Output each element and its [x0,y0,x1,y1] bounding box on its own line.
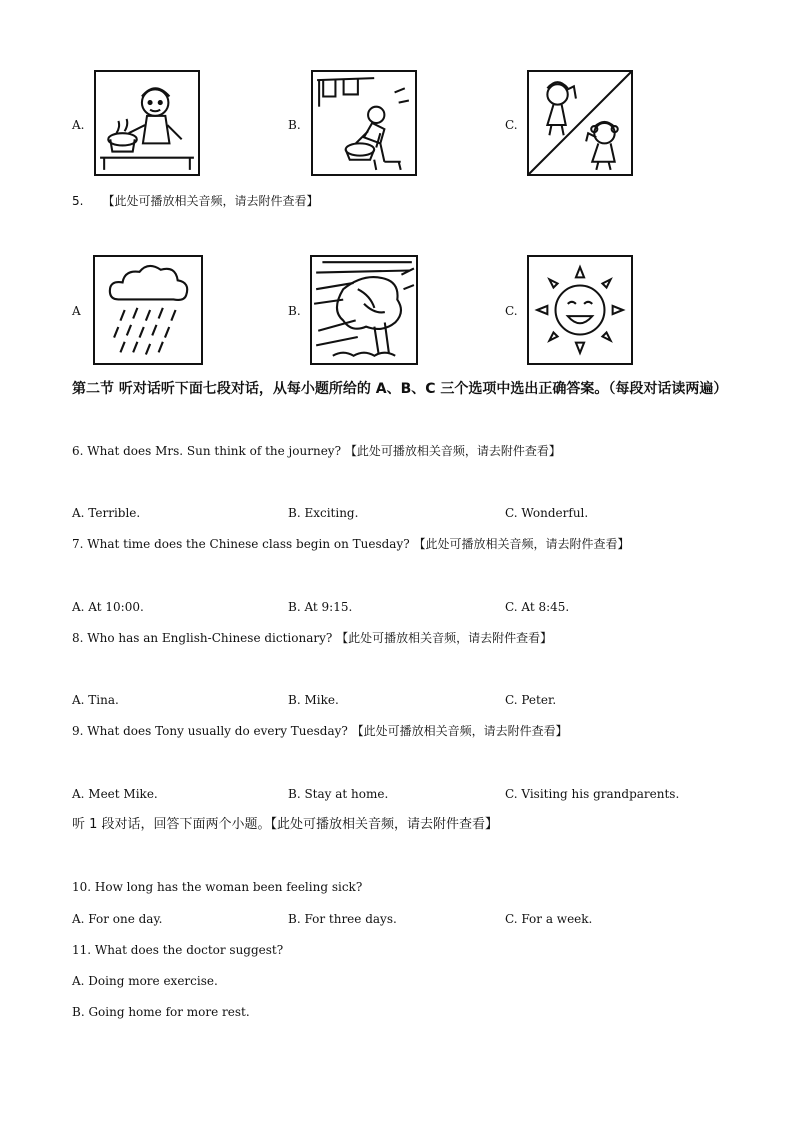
q11-text: 11. What does the doctor suggest? [72,943,284,957]
rain-cloud-picture [93,255,203,365]
q8-option-a[interactable]: A. Tina. [72,693,119,707]
q7-option-b[interactable]: B. At 9:15. [288,600,353,614]
girl-cooking-picture [94,70,200,176]
q5-line [72,193,319,209]
q10-option-c[interactable]: C. For a week. [505,912,593,926]
q10-text: 10. How long has the woman been feeling sick? [72,880,363,894]
q5-number: 5. [72,194,84,208]
q6-option-c[interactable]: C. Wonderful. [505,506,589,520]
q4-option-a-label: A. [72,118,85,132]
q9-text: 9. What does Tony usually do every Tuesday? 【此处可播放相关音频，请去附件查看】 [72,724,568,738]
windy-tree-picture [310,255,418,365]
q6-option-a[interactable]: A. Terrible. [72,506,141,520]
q6-text: 6. What does Mrs. Sun think of the journey? 【此处可播放相关音频，请去附件查看】 [72,444,561,458]
q8-option-b[interactable]: B. Mike. [288,693,339,707]
q9-option-b[interactable]: B. Stay at home. [288,787,389,801]
q4-option-c-label: C. [505,118,518,132]
q4-option-b-label: B. [288,118,301,132]
q9-option-c[interactable]: C. Visiting his grandparents. [505,787,680,801]
q8-option-c[interactable]: C. Peter. [505,693,557,707]
girls-phone-call-picture [527,70,633,176]
girl-washing-clothes-picture [311,70,417,176]
q9-option-a[interactable]: A. Meet Mike. [72,787,158,801]
q5-option-a-label: A [72,304,81,318]
q5-option-c-label: C. [505,304,518,318]
q11-option-b[interactable]: B. Going home for more rest. [72,1005,250,1019]
q10-option-b[interactable]: B. For three days. [288,912,397,926]
smiling-sun-picture [527,255,633,365]
section-2-title: 第二节 听对话听下面七段对话，从每小题所给的 A、B、C 三个选项中选出正确答案。（每段对话读两遍） [72,381,728,397]
q7-text: 7. What time does the Chinese class begin on Tuesday? 【此处可播放相关音频，请去附件查看】 [72,537,630,551]
q6-option-b[interactable]: B. Exciting. [288,506,359,520]
dialog-intro: 听 1 段对话，回答下面两个小题。【此处可播放相关音频，请去附件查看】 [72,817,499,832]
q8-text: 8. Who has an English-Chinese dictionary? 【此处可播放相关音频，请去附件查看】 [72,631,553,645]
q11-option-a[interactable]: A. Doing more exercise. [72,974,218,988]
q5-audio-prompt[interactable]: 【此处可播放相关音频，请去附件查看】 [102,194,319,208]
q7-option-a[interactable]: A. At 10:00. [72,600,144,614]
q10-option-a[interactable]: A. For one day. [72,912,163,926]
q7-option-c[interactable]: C. At 8:45. [505,600,570,614]
q5-option-b-label: B. [288,304,301,318]
